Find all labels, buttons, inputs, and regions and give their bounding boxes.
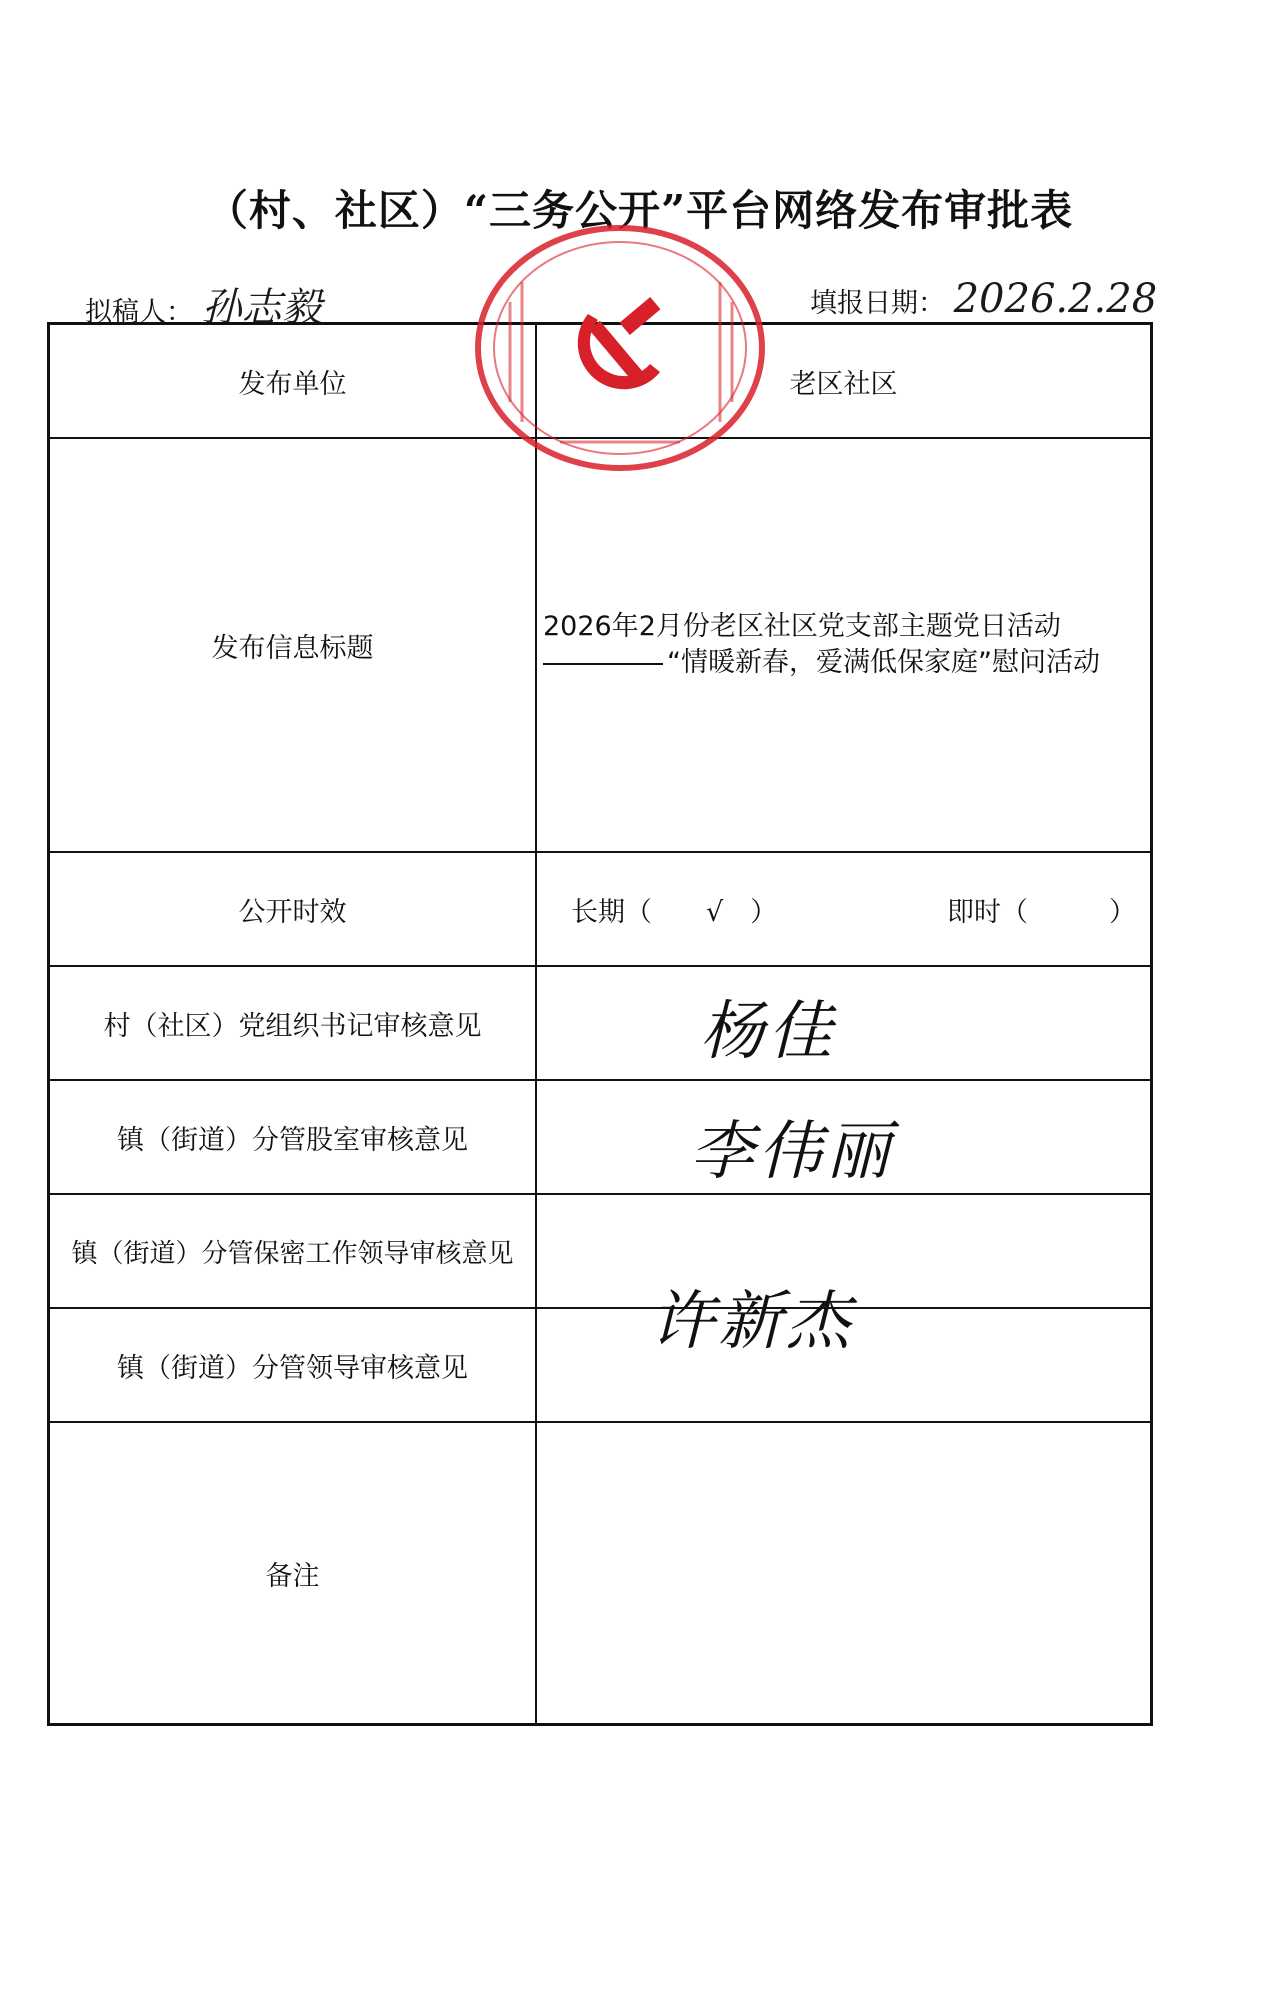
remarks-value	[536, 1422, 1152, 1725]
table-row	[49, 1308, 1152, 1422]
village-secretary-label: 村（社区）党组织书记审核意见	[49, 966, 537, 1080]
page-title: （村、社区）“三务公开”平台网络发布审批表	[205, 186, 1074, 235]
longterm-option: 长期（ √ ）	[571, 896, 778, 928]
table-row	[49, 438, 1152, 852]
town-leader-label: 镇（街道）分管领导审核意见	[49, 1308, 537, 1422]
table-row	[49, 966, 1152, 1080]
immediate-option: 即时（ ）	[947, 896, 1136, 928]
drafter-name: 孙志毅	[201, 285, 322, 331]
official-seal	[470, 222, 770, 474]
dash-line	[543, 663, 663, 665]
table-row	[49, 1422, 1152, 1725]
info-title-line2-wrap	[543, 645, 1150, 681]
village-secretary-signature: 杨佳	[700, 995, 836, 1069]
info-title-label: 发布信息标题	[49, 438, 537, 852]
town-dept-signature: 李伟丽	[690, 1115, 894, 1189]
hammer-sickle-icon	[578, 297, 661, 389]
date-value: 2026.2.28	[953, 276, 1158, 322]
village-secretary-opinion	[536, 966, 1152, 1080]
info-title-line2: “情暖新春，爱满低保家庭”慰问活动	[667, 647, 1100, 678]
timeliness-label: 公开时效	[49, 852, 537, 966]
drafter-label: 拟稿人：	[85, 297, 193, 328]
publisher-value: 老区社区	[536, 324, 1152, 439]
publisher-label: 发布单位	[49, 324, 537, 439]
info-title-cell	[536, 438, 1152, 852]
table-row	[49, 852, 1152, 966]
table-row	[49, 1080, 1152, 1194]
secrecy-leader-label: 镇（街道）分管保密工作领导审核意见	[49, 1194, 537, 1308]
remarks-label: 备注	[49, 1422, 537, 1725]
town-dept-label: 镇（街道）分管股室审核意见	[49, 1080, 537, 1194]
table-row	[49, 1194, 1152, 1308]
approval-table	[47, 322, 1153, 1726]
timeliness-options	[536, 852, 1152, 966]
info-title-line1: 2026年2月份老区社区党支部主题党日活动	[543, 611, 1061, 642]
date-line	[810, 276, 1157, 322]
town-leader-signature: 许新杰	[650, 1285, 854, 1359]
date-label: 填报日期：	[810, 288, 945, 319]
